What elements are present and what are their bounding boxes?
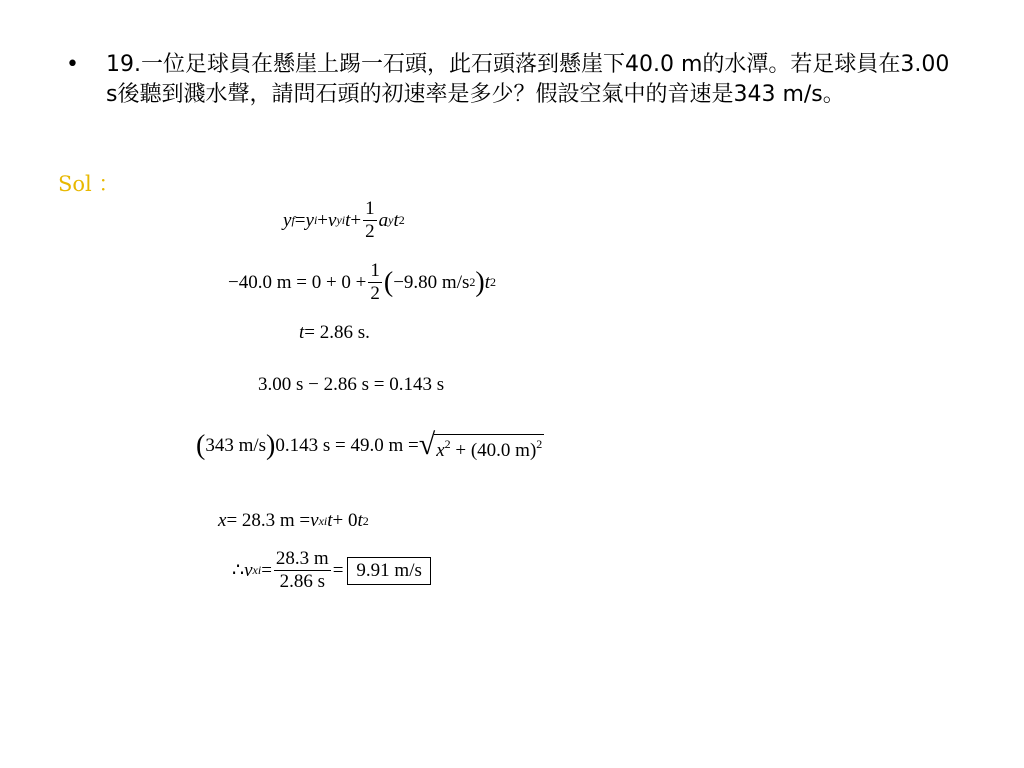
solution-label: Sol ： [58,172,120,196]
equation-initial-speed: ∴ v xi = $\frac{28.3 m}{2.86 s}$ = 9.91 m/s [232,548,431,593]
answer-box: 9.91 m/s [347,557,430,585]
bullet-point: • [66,52,79,77]
equation-kinematics-y: y f = y i + v yi t + $\frac{1}{2}$ a y t 2 [283,198,405,242]
equation-sound-time: 3.00 s − 2.86 s = 0.143 s [258,374,445,395]
equation-sound-distance: ( 343 m/s ) 0.143 s = 49.0 m = √ $x^2 + (40.0$ m)$^2$ [196,428,543,461]
equation-time-result: t = 2.86 s. [299,322,370,343]
square-root: √ $x^2 + (40.0$ m)$^2$ [418,428,543,461]
fraction-speed: $\frac{28.3 m}{2.86 s}$ [275,548,329,592]
fraction-one-half: $\frac{1}{2}$ [365,198,375,242]
fraction-one-half: $\frac{1}{2}$ [370,260,380,304]
equation-substitution: −40.0 m = 0 + 0 + $\frac{1}{2}$ ( −9.80 m/s 2 ) t 2 [228,260,496,304]
equation-horizontal-distance: x = 28.3 m = v xi t + 0 t 2 [218,510,369,531]
problem-text: 19.一位足球員在懸崖上踢一石頭，此石頭落到懸崖下40.0 m的水潭。若足球員在3.00 s後聽到濺水聲，請問石頭的初速率是多少？假設空氣中的音速是343 m/s。 [106,52,950,107]
